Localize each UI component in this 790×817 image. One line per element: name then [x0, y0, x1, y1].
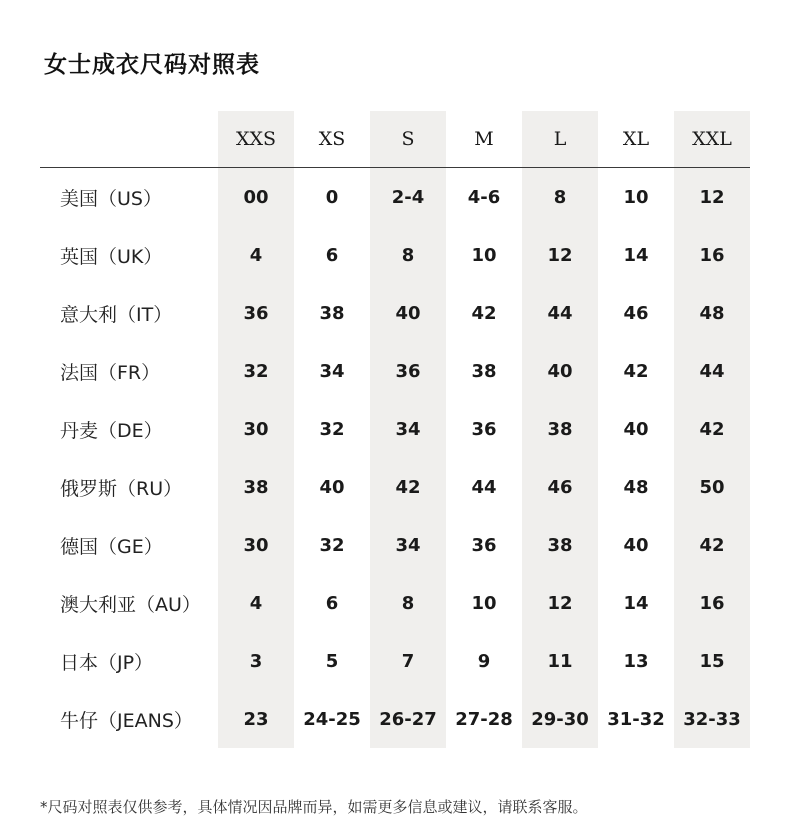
size-value-cell: 42 — [623, 360, 649, 382]
size-value-cell: 6 — [325, 244, 339, 266]
size-value-cell: 32 — [319, 534, 345, 556]
size-value-cell: 42 — [395, 476, 421, 498]
size-header-xs: XS — [318, 128, 346, 150]
region-label: 澳大利亚（AU） — [60, 593, 201, 616]
size-value-cell: 12 — [547, 592, 573, 614]
region-label: 俄罗斯（RU） — [60, 477, 183, 500]
size-value-cell: 4 — [249, 244, 263, 266]
size-value-cell: 34 — [395, 534, 421, 556]
table-row — [40, 516, 750, 574]
disclaimer-footnote: *尺码对照表仅供参考，具体情况因品牌而异，如需更多信息或建议，请联系客服。 — [40, 798, 588, 816]
size-value-cell: 44 — [547, 302, 573, 324]
size-value-cell: 0 — [325, 186, 339, 208]
size-value-cell: 8 — [553, 186, 567, 208]
size-value-cell: 48 — [623, 476, 649, 498]
size-value-cell: 36 — [471, 418, 497, 440]
table-row — [40, 342, 750, 400]
region-label: 牛仔（JEANS） — [60, 709, 193, 732]
size-value-cell: 40 — [319, 476, 345, 498]
size-value-cell: 00 — [243, 186, 269, 208]
size-value-cell: 34 — [319, 360, 345, 382]
size-value-cell: 2-4 — [391, 186, 425, 208]
size-value-cell: 29-30 — [531, 708, 589, 730]
size-value-cell: 32 — [243, 360, 269, 382]
region-label: 德国（GE） — [60, 535, 163, 558]
size-value-cell: 12 — [547, 244, 573, 266]
size-value-cell: 44 — [699, 360, 725, 382]
size-value-cell: 50 — [699, 476, 725, 498]
region-label: 英国（UK） — [60, 245, 163, 268]
table-row — [40, 574, 750, 632]
size-value-cell: 46 — [623, 302, 649, 324]
size-value-cell: 38 — [547, 534, 573, 556]
size-header-xxs: XXS — [235, 128, 277, 150]
size-value-cell: 42 — [471, 302, 497, 324]
size-value-cell: 36 — [471, 534, 497, 556]
size-value-cell: 14 — [623, 592, 649, 614]
size-value-cell: 10 — [471, 244, 497, 266]
corner-cell — [40, 111, 218, 167]
size-header-xl: XL — [622, 128, 650, 150]
size-header-l: L — [553, 128, 567, 150]
size-value-cell: 36 — [395, 360, 421, 382]
size-value-cell: 31-32 — [607, 708, 665, 730]
size-value-cell: 38 — [471, 360, 497, 382]
size-value-cell: 40 — [623, 534, 649, 556]
size-value-cell: 8 — [401, 592, 415, 614]
size-value-cell: 9 — [477, 650, 491, 672]
size-value-cell: 4 — [249, 592, 263, 614]
region-label: 丹麦（DE） — [60, 419, 163, 442]
size-value-cell: 40 — [395, 302, 421, 324]
size-value-cell: 24-25 — [303, 708, 361, 730]
size-value-cell: 6 — [325, 592, 339, 614]
table-row — [40, 226, 750, 284]
size-value-cell: 5 — [325, 650, 339, 672]
size-value-cell: 3 — [249, 650, 263, 672]
size-value-cell: 40 — [623, 418, 649, 440]
region-label: 美国（US） — [60, 187, 162, 210]
size-value-cell: 34 — [395, 418, 421, 440]
size-value-cell: 15 — [699, 650, 725, 672]
size-table-body — [40, 167, 750, 748]
size-value-cell: 42 — [699, 534, 725, 556]
size-value-cell: 30 — [243, 418, 269, 440]
size-value-cell: 38 — [243, 476, 269, 498]
size-header-row — [40, 111, 750, 167]
size-value-cell: 27-28 — [455, 708, 513, 730]
size-value-cell: 36 — [243, 302, 269, 324]
region-label: 意大利（IT） — [60, 303, 173, 326]
table-row — [40, 690, 750, 748]
size-value-cell: 16 — [699, 244, 725, 266]
size-value-cell: 16 — [699, 592, 725, 614]
size-value-cell: 11 — [547, 650, 573, 672]
size-value-cell: 8 — [401, 244, 415, 266]
table-row — [40, 400, 750, 458]
region-label: 日本（JP） — [60, 651, 154, 674]
size-value-cell: 44 — [471, 476, 497, 498]
size-value-cell: 40 — [547, 360, 573, 382]
table-row — [40, 284, 750, 342]
size-value-cell: 23 — [243, 708, 269, 730]
size-header-xxl: XXL — [692, 128, 732, 150]
table-row — [40, 458, 750, 516]
size-value-cell: 38 — [547, 418, 573, 440]
size-value-cell: 30 — [243, 534, 269, 556]
size-chart-table — [40, 111, 750, 748]
size-value-cell: 48 — [699, 302, 725, 324]
size-value-cell: 10 — [471, 592, 497, 614]
size-value-cell: 13 — [623, 650, 649, 672]
page-title: 女士成衣尺码对照表 — [44, 52, 260, 78]
size-value-cell: 26-27 — [379, 708, 437, 730]
size-value-cell: 32 — [319, 418, 345, 440]
size-value-cell: 38 — [319, 302, 345, 324]
size-value-cell: 46 — [547, 476, 573, 498]
size-value-cell: 4-6 — [467, 186, 501, 208]
table-row — [40, 167, 750, 226]
size-header-m: M — [474, 128, 494, 150]
size-value-cell: 14 — [623, 244, 649, 266]
region-label: 法国（FR） — [60, 361, 161, 384]
size-header-s: S — [401, 128, 415, 150]
table-row — [40, 632, 750, 690]
size-value-cell: 10 — [623, 186, 649, 208]
size-value-cell: 7 — [401, 650, 415, 672]
size-value-cell: 42 — [699, 418, 725, 440]
size-value-cell: 12 — [699, 186, 725, 208]
size-value-cell: 32-33 — [683, 708, 741, 730]
